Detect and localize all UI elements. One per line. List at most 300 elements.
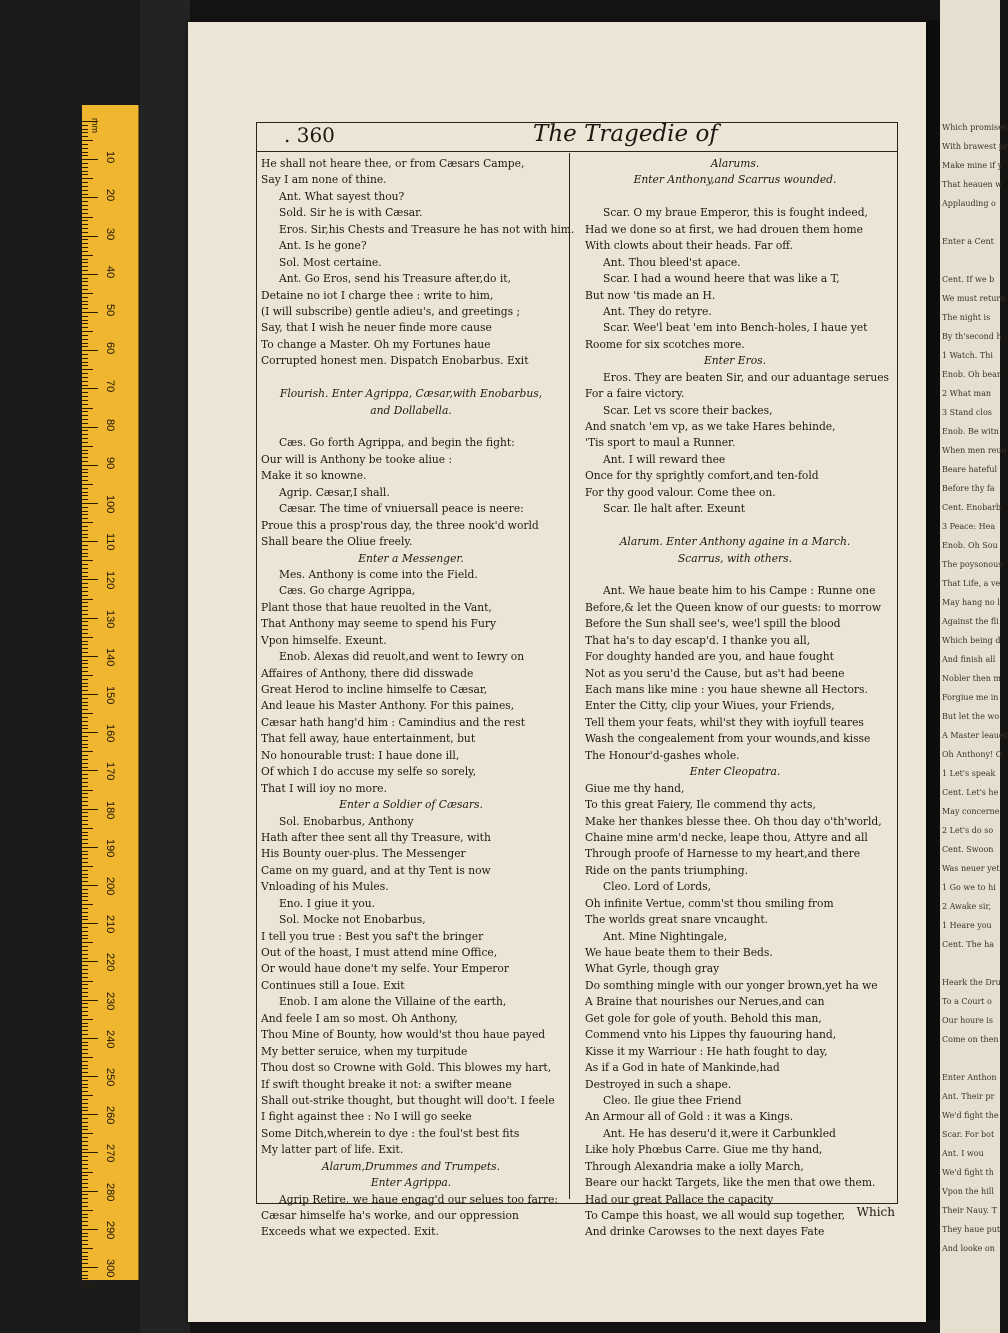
adjacent-page-line: Make mine if y — [942, 161, 1003, 170]
ruler-tick — [82, 893, 88, 894]
text-line: Eno. I giue it you. — [279, 896, 376, 910]
ruler-tick — [82, 988, 88, 989]
ruler-tick — [82, 331, 93, 332]
ruler-tick — [82, 755, 88, 756]
ruler-tick — [82, 660, 88, 661]
ruler-tick — [82, 251, 88, 252]
ruler-tick — [82, 1065, 88, 1066]
adjacent-page-line: Enob. Oh bear — [942, 370, 1001, 379]
ruler-tick — [82, 583, 88, 584]
text-line: Eros. They are beaten Sir, and our aduantage serues — [603, 370, 890, 384]
page-gutter — [926, 20, 940, 1320]
text-line: Ant. Is he gone? — [279, 239, 367, 253]
ruler-tick — [82, 507, 88, 508]
ruler-tick — [82, 339, 88, 340]
ruler-tick — [82, 778, 88, 779]
ruler-tick — [82, 480, 88, 481]
ruler-tick — [82, 354, 88, 355]
ruler-tick — [82, 499, 88, 500]
ruler-tick — [82, 1084, 88, 1085]
column-rule — [569, 153, 570, 1199]
text-line: and Dollabella. — [370, 403, 452, 417]
text-line: Plant those that haue reuolted in the Vant, — [261, 600, 492, 614]
ruler-label: 80 — [104, 418, 116, 431]
adjacent-page-line: To a Court o — [942, 997, 992, 1006]
ruler-tick — [82, 270, 88, 271]
ruler-tick — [82, 625, 88, 626]
text-line: His Bounty ouer-plus. The Messenger — [261, 847, 466, 861]
ruler-tick — [82, 587, 88, 588]
adjacent-page-line: Which being d — [942, 636, 1001, 645]
text-line: To Campe this hoast, we all would sup together, — [585, 1209, 846, 1222]
ruler-tick — [82, 942, 93, 943]
ruler-tick — [82, 392, 88, 393]
ruler-tick — [82, 694, 98, 695]
ruler-tick — [82, 1095, 93, 1096]
ruler-tick — [82, 1023, 88, 1024]
ruler-tick — [82, 465, 98, 466]
text-line: Hath after thee sent all thy Treasure, with — [261, 830, 491, 844]
ruler-tick — [82, 381, 88, 382]
ruler-tick — [82, 801, 88, 802]
ruler-tick — [82, 129, 88, 130]
ruler-tick — [82, 1042, 88, 1043]
ruler-tick — [82, 839, 88, 840]
text-line: But now 'tis made an H. — [585, 288, 716, 302]
text-line: Scar. Ile halt after. Exeunt — [603, 502, 746, 516]
ruler-tick — [82, 579, 98, 580]
ruler-tick — [82, 1240, 88, 1241]
ruler-tick — [82, 132, 88, 133]
adjacent-page-line: That Life, a ve — [942, 579, 1001, 588]
ruler-tick — [82, 438, 88, 439]
ruler-tick — [82, 992, 88, 993]
ruler-tick — [82, 1110, 88, 1111]
adjacent-page-line: 3 Peace: Hea — [942, 522, 996, 531]
ruler-tick — [82, 1198, 88, 1199]
ruler-tick — [82, 209, 88, 210]
ruler-tick — [82, 702, 88, 703]
ruler-tick — [82, 633, 88, 634]
ruler-tick — [82, 675, 93, 676]
text-line: Once for thy sprightly comfort,and ten-fold — [585, 469, 819, 483]
adjacent-page-line: Enter a Cent — [942, 237, 994, 246]
text-line: He shall not heare thee, or from Cæsars Campe, — [261, 157, 525, 170]
ruler-tick — [82, 862, 88, 863]
text-line: Do somthing mingle with our yonger brown,yet ha we — [585, 978, 878, 992]
text-line: Wash the congealement from your wounds,and kisse — [585, 732, 871, 746]
ruler-tick — [82, 832, 88, 833]
text-line: To change a Master. Oh my Fortunes haue — [261, 337, 491, 351]
text-line: Ant. I will reward thee — [603, 452, 726, 466]
ruler-tick — [82, 744, 88, 745]
ruler-tick — [82, 1057, 93, 1058]
ruler-tick — [82, 812, 88, 813]
ruler-tick — [82, 289, 88, 290]
ruler-tick — [82, 1221, 88, 1222]
text-line: Out of the hoast, I must attend mine Office, — [261, 946, 498, 959]
ruler-label: 10 — [104, 151, 116, 164]
text-line: Mes. Anthony is come into the Field. — [279, 567, 478, 581]
text-line: Exceeds what we expected. Exit. — [261, 1225, 439, 1239]
ruler-tick — [82, 564, 88, 565]
ruler-tick — [82, 163, 88, 164]
ruler-label: 60 — [104, 342, 116, 355]
ruler-tick — [82, 148, 88, 149]
text-line: Scar. Wee'l beat 'em into Bench-holes, I haue yet — [603, 321, 868, 335]
ruler-tick — [82, 1087, 88, 1088]
ruler-label: 90 — [104, 456, 116, 470]
ruler-tick — [82, 343, 88, 344]
ruler-tick — [82, 1233, 88, 1234]
ruler-tick — [82, 243, 88, 244]
ruler-tick — [82, 1179, 88, 1180]
ruler-tick — [82, 323, 88, 324]
text-line: And leaue his Master Anthony. For this paines, — [261, 699, 515, 713]
ruler-tick — [82, 1267, 98, 1268]
ruler-tick — [82, 450, 88, 451]
text-line: Not as you seru'd the Cause, but as't had beene — [585, 666, 845, 680]
ruler-tick — [82, 973, 88, 974]
ruler-tick — [82, 1122, 88, 1123]
ruler-tick — [82, 835, 88, 836]
text-line: Vpon himselfe. Exeunt. — [261, 633, 387, 647]
text-line: Proue this a prosp'rous day, the three nook'd world — [261, 518, 539, 532]
ruler-tick — [82, 686, 88, 687]
ruler-tick — [82, 759, 88, 760]
ruler-tick — [82, 453, 88, 454]
ruler-tick — [82, 1229, 98, 1230]
ruler-tick — [82, 194, 88, 195]
ruler-tick — [82, 927, 88, 928]
ruler-tick — [82, 492, 88, 493]
adjacent-page-line: Enob. Oh Sou — [942, 541, 998, 550]
ruler-tick — [82, 537, 88, 538]
ruler-tick — [82, 1152, 98, 1153]
text-line: Shall out-strike thought, but thought will doo't. I feele — [261, 1093, 555, 1107]
ruler-tick — [82, 786, 88, 787]
adjacent-page-line: We'd fight the — [942, 1111, 999, 1120]
binding-cloth — [140, 0, 190, 1333]
adjacent-page-line: Which promises — [942, 123, 1007, 132]
text-line: Sol. Most certaine. — [279, 255, 382, 269]
ruler-label: 20 — [104, 189, 116, 202]
ruler-tick — [82, 553, 88, 554]
ruler-label: 120 — [104, 571, 116, 590]
text-line: Ant. Go Eros, send his Treasure after,do it, — [279, 272, 511, 286]
ruler-tick — [82, 1194, 88, 1195]
ruler-tick — [82, 1107, 88, 1108]
ruler-tick — [82, 572, 88, 573]
text-line: Enter the Citty, clip your Wiues, your Friends, — [585, 699, 835, 713]
adjacent-page-line: 2 What man — [942, 389, 992, 398]
header-rule — [257, 151, 897, 152]
ruler-tick — [82, 369, 93, 370]
text-line: Enob. I am alone the Villaine of the earth, — [279, 995, 507, 1009]
adjacent-page-line: And finish all — [942, 655, 996, 664]
ruler-tick — [82, 461, 88, 462]
ruler-tick — [82, 1099, 88, 1100]
ruler-tick — [82, 541, 98, 542]
ruler-tick — [82, 618, 98, 619]
text-line: Ant. Mine Nightingale, — [603, 929, 728, 943]
adjacent-page-line: Scar. For bot — [942, 1130, 995, 1139]
ruler-tick — [82, 545, 88, 546]
ruler-tick — [82, 877, 88, 878]
text-line: Ant. They do retyre. — [603, 304, 712, 318]
ruler-tick — [82, 1149, 88, 1150]
ruler-tick — [82, 816, 88, 817]
ruler-tick — [82, 958, 88, 959]
text-line: For doughty handed are you, and haue fought — [585, 650, 834, 664]
ruler-label: 210 — [104, 915, 116, 934]
ruler-tick — [82, 388, 98, 389]
adjacent-page-line: Before thy fa — [942, 484, 995, 493]
adjacent-page-line: May hang no l — [942, 598, 1000, 607]
ruler-tick — [82, 591, 88, 592]
ruler-tick — [82, 1259, 88, 1260]
ruler-tick — [82, 174, 88, 175]
text-line: (I will subscribe) gentle adieu's, and greetings ; — [261, 304, 521, 318]
text-line: Scarrus, with others. — [677, 551, 793, 565]
measuring-ruler — [82, 105, 139, 1280]
text-line: Sold. Sir he is with Cæsar. — [279, 206, 423, 220]
ruler-tick — [82, 843, 88, 844]
ruler-tick — [82, 125, 88, 126]
ruler-tick — [82, 568, 88, 569]
ruler-tick — [82, 805, 88, 806]
ruler-tick — [82, 599, 93, 600]
ruler-tick — [82, 171, 88, 172]
ruler-tick — [82, 503, 98, 504]
text-line: To this great Faiery, Ile commend thy acts, — [585, 798, 816, 812]
ruler-tick — [82, 656, 98, 657]
ruler-tick — [82, 644, 88, 645]
ruler-tick — [82, 408, 93, 409]
text-line: Agrip Retire, we haue engag'd our selues too farre: — [279, 1192, 558, 1206]
adjacent-page-line: That heauen w — [942, 180, 1003, 189]
ruler-unit: mm — [90, 118, 100, 133]
ruler-tick — [82, 721, 88, 722]
text-line: Cæsar himselfe ha's worke, and our oppression — [261, 1209, 519, 1222]
ruler-tick — [82, 434, 88, 435]
text-line: An Armour all of Gold : it was a Kings. — [585, 1110, 794, 1124]
ruler-tick — [82, 705, 88, 706]
ruler-tick — [82, 709, 88, 710]
ruler-tick — [82, 1011, 88, 1012]
text-line: Before,& let the Queen know of our guests: to morrow — [585, 600, 881, 614]
left-column — [261, 156, 575, 1241]
ruler-label: 190 — [104, 838, 116, 858]
ruler-tick — [82, 1206, 88, 1207]
text-line: Scar. I had a wound heere that was like a T, — [603, 272, 840, 286]
ruler-label: 170 — [104, 762, 116, 781]
ruler-tick — [82, 304, 88, 305]
ruler-tick — [82, 820, 88, 821]
ruler-tick — [82, 1210, 93, 1211]
adjacent-page-line: Enter Anthon — [942, 1073, 997, 1082]
ruler-tick — [82, 977, 88, 978]
text-line: Corrupted honest men. Dispatch Enobarbus. Exit — [261, 354, 529, 368]
adjacent-page-line: When men reuo — [942, 446, 1007, 455]
ruler-tick — [82, 1286, 93, 1287]
ruler-tick — [82, 690, 88, 691]
text-line: No honourable trust: I haue done ill, — [261, 748, 460, 762]
text-line: As if a God in hate of Mankinde,had — [585, 1061, 780, 1075]
adjacent-page-line: 1 Watch. Thi — [942, 351, 993, 360]
running-title: The Tragedie of — [533, 121, 718, 147]
ruler-tick — [82, 1236, 88, 1237]
ruler-tick — [82, 534, 88, 535]
ruler-label: 30 — [104, 227, 116, 240]
ruler-tick — [82, 847, 98, 848]
ruler-tick — [82, 602, 88, 603]
ruler-tick — [82, 281, 88, 282]
ruler-tick — [82, 1160, 88, 1161]
text-line: Commend vnto his Lippes thy fauouring hand, — [585, 1028, 837, 1042]
ruler-label: 130 — [104, 609, 116, 628]
adjacent-page-line: Cent. Swoon — [942, 845, 994, 854]
text-line: Continues still a Ioue. Exit — [261, 978, 405, 992]
adjacent-page-line: Their Nauy. T — [942, 1206, 997, 1215]
right-column — [585, 156, 890, 1241]
ruler-tick — [82, 262, 88, 263]
ruler-tick — [82, 495, 88, 496]
ruler-tick — [82, 1053, 88, 1054]
ruler-tick — [82, 996, 88, 997]
text-line: Beare our hackt Targets, like the men that owe them. — [585, 1176, 876, 1190]
ruler-tick — [82, 740, 88, 741]
ruler-tick — [82, 514, 88, 515]
text-line: Ant. What sayest thou? — [279, 189, 405, 203]
text-frame — [256, 121, 898, 1239]
text-line: And feele I am so most. Oh Anthony, — [261, 1011, 458, 1025]
ruler-tick — [82, 1263, 88, 1264]
catchword: Which — [856, 1205, 895, 1219]
ruler-tick — [82, 1275, 88, 1276]
ruler-tick — [82, 297, 88, 298]
ruler-tick — [82, 556, 88, 557]
ruler-tick — [82, 809, 98, 810]
ruler-tick — [82, 1118, 88, 1119]
text-line: Thou Mine of Bounty, how would'st thou haue payed — [261, 1028, 546, 1042]
ruler-tick — [82, 663, 88, 664]
ruler-tick — [82, 595, 88, 596]
ruler-label: 220 — [104, 953, 116, 972]
ruler-tick — [82, 1282, 88, 1283]
ruler-tick — [82, 652, 88, 653]
adjacent-page-line: Cent. Enobarb — [942, 503, 1001, 512]
ruler-tick — [82, 350, 98, 351]
ruler-tick — [82, 1068, 88, 1069]
adjacent-page-line: 2 Let's do so — [942, 826, 994, 835]
text-line: Alarum,Drummes and Trumpets. — [321, 1159, 501, 1173]
ruler-tick — [82, 717, 88, 718]
ruler-tick — [82, 373, 88, 374]
text-line: What Gyrle, though gray — [585, 962, 720, 976]
ruler-tick — [82, 629, 88, 630]
text-line: My better seruice, when my turpitude — [261, 1044, 468, 1058]
text-line: Chaine mine arm'd necke, leape thou, Attyre and all — [585, 830, 868, 844]
ruler-tick — [82, 621, 88, 622]
ruler-tick — [82, 770, 98, 771]
ruler-tick — [82, 1252, 88, 1253]
text-line: Or would haue done't my selfe. Your Emperor — [261, 962, 509, 976]
ruler-tick — [82, 1076, 98, 1077]
ruler-tick — [82, 908, 88, 909]
ruler-tick — [82, 522, 93, 523]
ruler-tick — [82, 327, 88, 328]
ruler-tick — [82, 981, 93, 982]
ruler-tick — [82, 1049, 88, 1050]
ruler-tick — [82, 725, 88, 726]
ruler-tick — [82, 728, 88, 729]
adjacent-page — [940, 0, 1008, 1333]
ruler-tick — [82, 904, 93, 905]
text-line: Detaine no iot I charge thee : write to him, — [261, 288, 494, 302]
ruler-tick — [82, 197, 98, 198]
ruler-tick — [82, 167, 88, 168]
ruler-tick — [82, 606, 88, 607]
adjacent-page-line: Forgiue me in — [942, 693, 999, 702]
ruler-tick — [82, 774, 88, 775]
ruler-tick — [82, 797, 88, 798]
ruler-tick — [82, 1191, 98, 1192]
ruler-tick — [82, 411, 88, 412]
ruler-tick — [82, 984, 88, 985]
ruler-tick — [82, 152, 88, 153]
adjacent-page-line: The night is — [942, 313, 991, 322]
text-line: My latter part of life. Exit. — [261, 1143, 404, 1157]
text-line: Cæsar. The time of vniuersall peace is neere: — [279, 502, 524, 516]
text-line: Cæs. Go charge Agrippa, — [279, 584, 416, 598]
text-line: That I will ioy no more. — [261, 781, 387, 795]
text-line: Agrip. Cæsar,I shall. — [279, 485, 390, 499]
ruler-tick — [82, 961, 98, 962]
ruler-tick — [82, 404, 88, 405]
text-line: Scar. Let vs score their backes, — [603, 403, 773, 417]
ruler-label: 180 — [104, 800, 116, 819]
adjacent-page-line: The poysonous — [942, 560, 1003, 569]
ruler-tick — [82, 866, 93, 867]
text-line: Our will is Anthony be tooke aliue : — [261, 452, 453, 466]
adjacent-page-line: Was neuer yet — [942, 864, 1000, 873]
ruler-tick — [82, 923, 98, 924]
text-line: Flourish. Enter Agrippa, Cæsar,with Enobarbus, — [279, 387, 543, 401]
ruler-tick — [82, 1214, 88, 1215]
ruler-tick — [82, 346, 88, 347]
adjacent-page-line: 1 Heare you — [942, 921, 992, 930]
ruler-tick — [82, 1278, 88, 1279]
ruler-tick — [82, 1030, 88, 1031]
text-line: Enter Eros. — [703, 354, 767, 368]
text-line: Giue me thy hand, — [585, 781, 685, 795]
ruler-tick — [82, 763, 88, 764]
ruler-tick — [82, 824, 88, 825]
ruler-tick — [82, 159, 98, 160]
ruler-tick — [82, 182, 88, 183]
ruler-tick — [82, 278, 88, 279]
ruler-tick — [82, 301, 88, 302]
ruler-tick — [82, 1091, 88, 1092]
ruler-tick — [82, 217, 93, 218]
ruler-tick — [82, 213, 88, 214]
text-line: Affaires of Anthony, there did disswade — [261, 666, 474, 680]
ruler-tick — [82, 228, 88, 229]
text-line: A Braine that nourishes our Nerues,and can — [585, 995, 825, 1009]
ruler-tick — [82, 782, 88, 783]
adjacent-page-line: May concerne — [942, 807, 1000, 816]
